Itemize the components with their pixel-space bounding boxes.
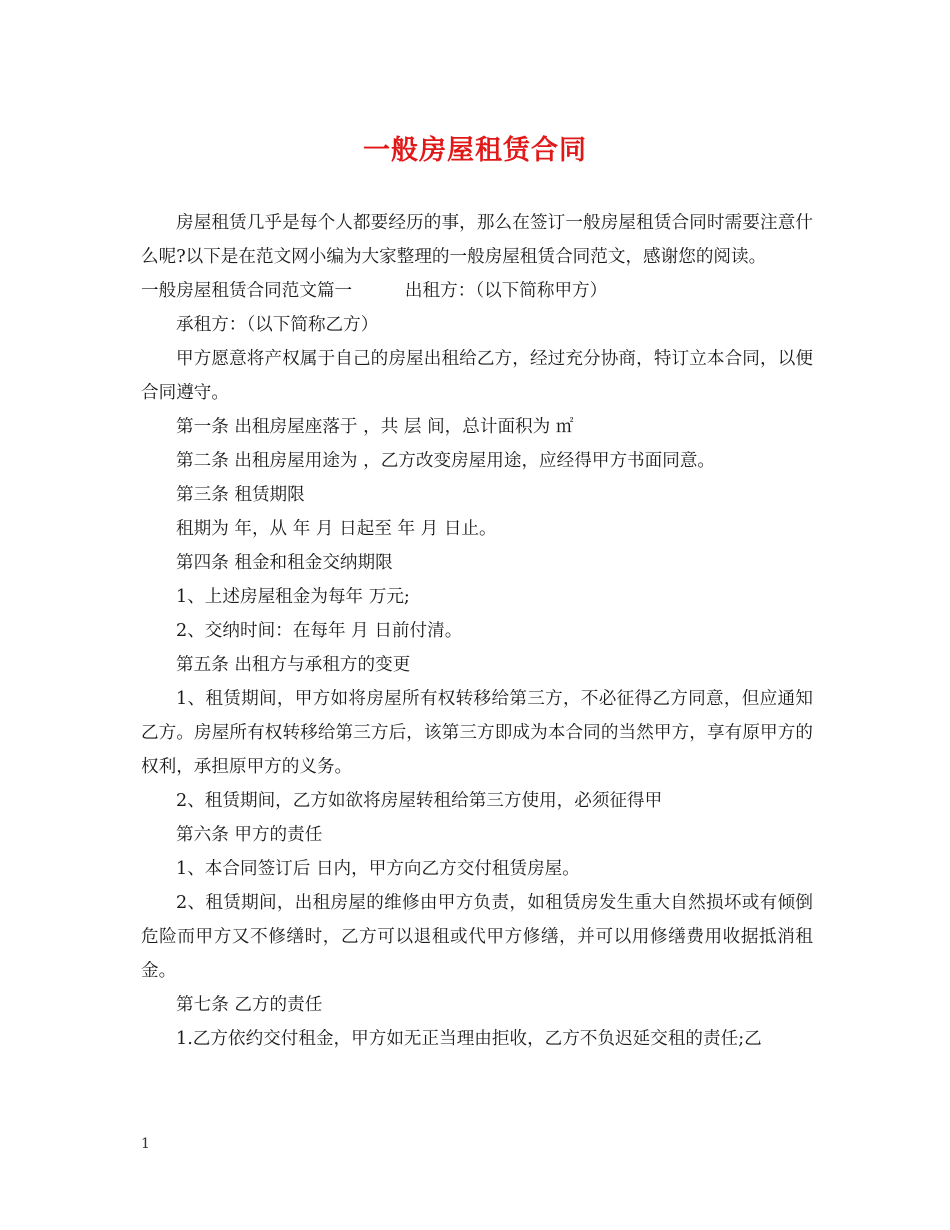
paragraph: 甲方愿意将产权属于自己的房屋出租给乙方，经过充分协商，特订立本合同，以便合同遵守。 [141, 349, 813, 403]
paragraph: 1.乙方依约交付租金，甲方如无正当理由拒收，乙方不负迟延交租的责任;乙 [176, 1029, 762, 1049]
paragraph: 1、租赁期间，甲方如将房屋所有权转移给第三方，不必征得乙方同意，但应通知乙方。房屋所有权转移给第三方后，该第三方即成为本合同的当然甲方，享有原甲方的权利，承担原甲方的义务。 [141, 689, 813, 777]
paragraph: 一般房屋租赁合同范文篇一 出租方：（以下简称甲方） [141, 281, 608, 301]
paragraph: 1、本合同签订后 日内，甲方向乙方交付租赁房屋。 [176, 859, 580, 879]
paragraph: 第七条 乙方的责任 [176, 995, 323, 1015]
paragraph: 房屋租赁几乎是每个人都要经历的事，那么在签订一般房屋租赁合同时需要注意什么呢?以下是在范文网小编为大家整理的一般房屋租赁合同范文，感谢您的阅读。 [141, 213, 813, 267]
paragraph: 2、交纳时间：在每年 月 日前付清。 [176, 621, 463, 641]
paragraph: 承租方：（以下简称乙方） [176, 315, 379, 335]
paragraph: 租期为 年，从 年 月 日起至 年 月 日止。 [176, 519, 497, 539]
document-title: 一般房屋租赁合同 [363, 135, 587, 166]
page-number: 1 [141, 1136, 150, 1152]
paragraph: 第四条 租金和租金交纳期限 [176, 553, 393, 573]
paragraph: 第六条 甲方的责任 [176, 825, 323, 845]
paragraph: 第一条 出租房屋座落于 ，共 层 间，总计面积为 ㎡ [176, 417, 574, 437]
paragraph: 2、租赁期间，乙方如欲将房屋转租给第三方使用，必须征得甲 [176, 791, 663, 811]
document-body [141, 206, 813, 1056]
paragraph: 第二条 出租房屋用途为 ，乙方改变房屋用途，应经得甲方书面同意。 [176, 451, 716, 471]
paragraph: 第五条 出租方与承租方的变更 [176, 655, 411, 675]
paragraph: 第三条 租赁期限 [176, 485, 305, 505]
paragraph: 2、租赁期间，出租房屋的维修由甲方负责，如租赁房发生重大自然损坏或有倾倒危险而甲方又不修缮时，乙方可以退租或代甲方修缮，并可以用修缮费用收据抵消租金。 [141, 893, 813, 981]
paragraph: 1、上述房屋租金为每年 万元; [176, 587, 410, 607]
